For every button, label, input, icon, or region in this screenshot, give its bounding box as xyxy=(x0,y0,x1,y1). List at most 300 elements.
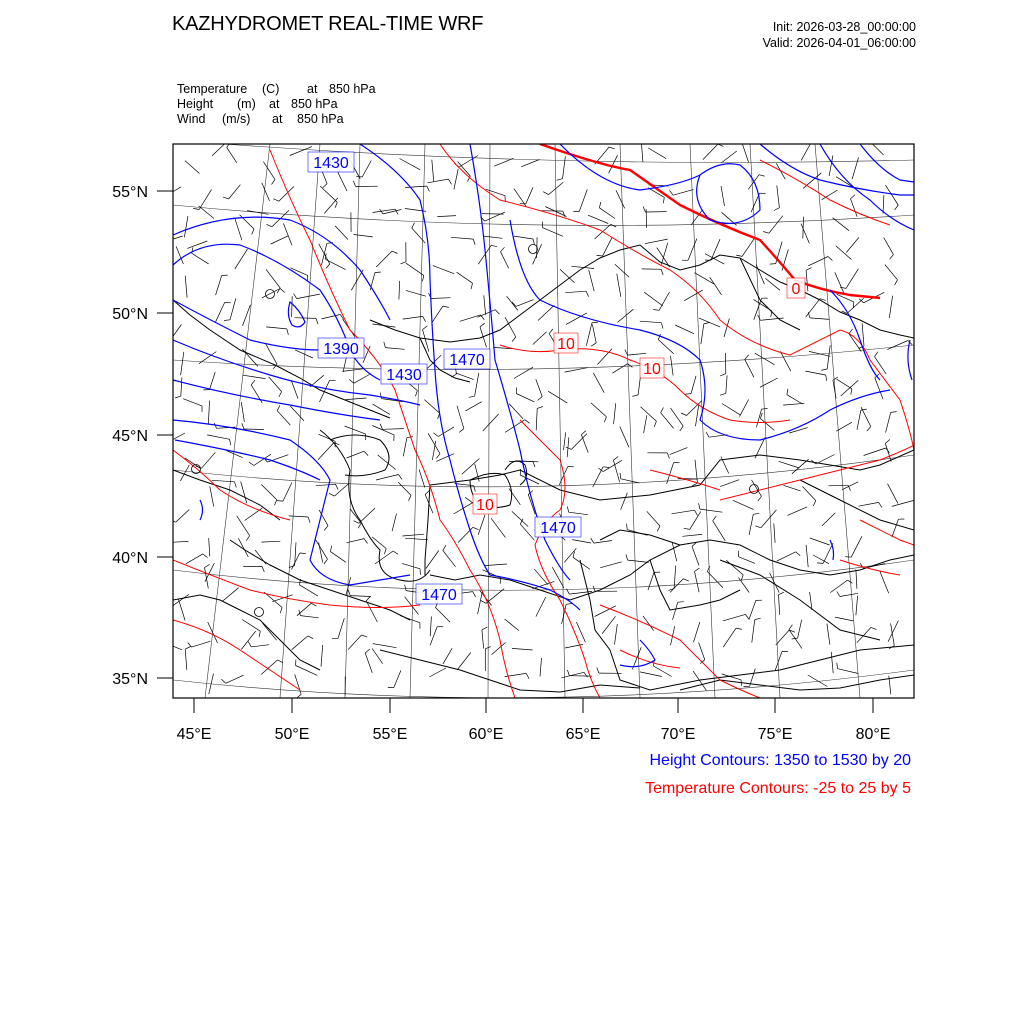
wind-barb-flag xyxy=(161,192,166,196)
wind-barb xyxy=(720,480,739,487)
wind-barb-flag xyxy=(364,451,368,455)
wind-barb xyxy=(216,302,225,321)
wind-barb xyxy=(295,318,316,319)
wind-barb xyxy=(412,228,426,243)
wind-barb xyxy=(403,438,407,457)
wind-barb xyxy=(394,670,401,687)
wind-barb xyxy=(836,422,852,431)
wind-barb xyxy=(192,253,209,264)
wind-barb-flag xyxy=(684,528,690,529)
wind-barb-flag xyxy=(661,408,664,413)
axis-ticks xyxy=(157,191,873,713)
wind-barb xyxy=(602,616,615,633)
wind-barb-flag xyxy=(533,461,535,467)
wind-barb xyxy=(320,380,330,402)
wind-barb xyxy=(516,394,534,402)
wind-barb xyxy=(271,236,289,244)
wind-barb xyxy=(887,341,908,350)
wind-barb xyxy=(536,597,546,617)
wind-barb-flag xyxy=(699,503,700,509)
wind-barb-flag xyxy=(242,423,244,429)
wind-barb xyxy=(846,238,859,253)
wind-barb-flag xyxy=(224,320,230,321)
wind-barb xyxy=(373,644,397,648)
wind-barb xyxy=(241,402,244,422)
wind-barb-flag xyxy=(890,255,894,260)
lon-label: 60°E xyxy=(468,726,504,743)
wind-barb-flag xyxy=(755,618,761,619)
wind-barb-flag xyxy=(384,342,386,348)
wind-barb-flag xyxy=(758,496,762,501)
wind-barb xyxy=(295,674,302,694)
wind-barb xyxy=(241,482,247,503)
wind-barb xyxy=(723,628,736,647)
lon-label: 75°E xyxy=(757,726,793,743)
wind-barb-flag xyxy=(680,426,683,431)
wind-barb xyxy=(673,602,678,620)
wind-barb xyxy=(875,378,883,400)
wind-barb xyxy=(192,641,211,647)
wind-barb-flag xyxy=(566,604,572,605)
wind-barb xyxy=(571,434,586,450)
wind-barb xyxy=(692,546,699,565)
wind-barb xyxy=(199,189,211,209)
wind-barb xyxy=(644,292,663,306)
wind-barb-flag xyxy=(329,493,334,496)
wind-barb xyxy=(208,401,209,424)
wind-barb xyxy=(779,595,780,615)
wind-barb-flag xyxy=(223,197,229,199)
wind-barb xyxy=(798,620,802,638)
wind-barb xyxy=(290,406,304,421)
wind-barb xyxy=(443,648,452,664)
wind-barb-flag xyxy=(533,239,534,245)
wind-barb xyxy=(810,318,830,320)
wind-barb-flag xyxy=(713,516,717,521)
wind-barb xyxy=(889,296,892,318)
wind-barb xyxy=(841,380,859,396)
wind-barb xyxy=(210,372,216,390)
wind-barb xyxy=(787,395,803,404)
wind-barb xyxy=(864,448,886,456)
lat-label: 50°N xyxy=(112,306,148,323)
wind-barb xyxy=(330,552,346,563)
wind-barb xyxy=(833,218,849,231)
wind-barb xyxy=(682,534,702,536)
wind-barb-flag xyxy=(349,379,354,383)
wind-barb xyxy=(385,348,404,350)
wind-barb xyxy=(426,551,439,569)
pressure-center-markers xyxy=(192,245,759,617)
temperature-legend: Temperature Contours: -25 to 25 by 5 xyxy=(645,780,911,797)
wind-barb xyxy=(659,292,669,310)
wind-barb-flag xyxy=(316,318,318,324)
wind-barb xyxy=(856,596,858,615)
wind-barb-flag xyxy=(205,564,210,567)
wind-barb xyxy=(235,219,242,241)
wind-barb-flag xyxy=(774,208,779,211)
lon-label: 80°E xyxy=(855,726,891,743)
wind-barb-flag xyxy=(336,484,339,489)
wind-barb-flag xyxy=(848,580,853,583)
wind-barb-flag xyxy=(826,375,827,381)
wind-barb xyxy=(436,608,451,623)
wind-barb-flag xyxy=(471,283,472,289)
wind-barb xyxy=(222,588,239,602)
wind-barb-flag xyxy=(538,397,543,401)
wind-barb xyxy=(406,290,426,296)
wind-barb xyxy=(244,429,264,430)
wind-barb-flag xyxy=(164,605,169,608)
wind-barb xyxy=(383,210,401,214)
wind-barb xyxy=(437,216,456,217)
wind-barb xyxy=(431,298,451,299)
wind-barb xyxy=(227,147,237,162)
wind-barb xyxy=(700,509,723,512)
wind-barb xyxy=(615,624,618,644)
wind-barb xyxy=(403,316,423,319)
wind-barb xyxy=(862,323,864,346)
wind-barb xyxy=(402,534,424,536)
wind-barb-flag xyxy=(683,579,689,581)
wind-barb-flag xyxy=(736,255,742,256)
wind-barb xyxy=(548,391,567,403)
wind-barb xyxy=(501,252,509,269)
wind-barb xyxy=(593,373,604,393)
wind-barb-flag xyxy=(412,223,415,228)
wind-barb xyxy=(338,172,347,191)
wind-barb-flag xyxy=(259,631,260,637)
wind-barb-flag xyxy=(895,205,899,210)
wind-barb xyxy=(432,160,434,182)
wind-barb xyxy=(300,616,318,618)
wind-barb xyxy=(319,542,323,562)
wind-barb xyxy=(534,569,548,585)
wind-barb xyxy=(670,448,688,455)
wind-barb xyxy=(342,369,363,372)
wind-barb xyxy=(365,653,372,673)
wind-barb-flag xyxy=(300,553,306,554)
wind-barb xyxy=(703,144,718,160)
wind-barb-flag xyxy=(262,566,264,572)
wind-barb xyxy=(261,660,277,675)
wind-barb-flag xyxy=(473,592,476,597)
wind-barb-flag xyxy=(661,323,663,329)
wind-barb xyxy=(564,432,566,450)
wind-barb xyxy=(594,541,612,544)
wind-barb xyxy=(803,487,816,501)
wind-barb-flag xyxy=(251,380,255,385)
wind-barb-flag xyxy=(330,546,331,552)
wind-barb xyxy=(726,375,727,393)
wind-barb xyxy=(247,211,268,215)
wind-barb xyxy=(614,403,616,424)
wind-barb xyxy=(724,319,729,338)
wind-barb xyxy=(673,189,694,195)
wind-barb xyxy=(457,272,473,283)
wind-barb-flag xyxy=(597,668,599,674)
wind-barb xyxy=(235,249,248,269)
wind-barb xyxy=(892,500,914,506)
wind-barb xyxy=(801,224,809,244)
wind-barb xyxy=(661,413,674,429)
wind-barb xyxy=(484,564,507,566)
wind-barb-flag xyxy=(567,670,569,676)
wind-barb xyxy=(263,162,275,180)
wind-barb-flag xyxy=(849,329,852,334)
wind-barb xyxy=(851,536,862,557)
wind-barb xyxy=(823,543,833,563)
lon-label: 50°E xyxy=(274,726,310,743)
wind-barb xyxy=(641,407,657,422)
wind-barb xyxy=(721,151,737,163)
wind-barb xyxy=(269,377,282,392)
wind-barb-flag xyxy=(203,554,208,558)
wind-barb xyxy=(505,619,519,631)
wind-barb xyxy=(454,169,458,190)
wind-barb-flag xyxy=(448,179,451,184)
wind-barb xyxy=(372,426,394,435)
wind-barb-flag xyxy=(427,186,430,191)
wind-barb xyxy=(838,669,859,674)
wind-barb xyxy=(892,519,899,537)
wind-barb xyxy=(536,379,542,396)
wind-barb xyxy=(588,215,608,223)
height-legend: Height Contours: 1350 to 1530 by 20 xyxy=(649,752,911,769)
wind-barb xyxy=(406,263,424,275)
wind-barb xyxy=(831,652,833,673)
wind-barb-flag xyxy=(840,287,846,288)
wind-barb xyxy=(837,379,852,389)
wind-barb-flag xyxy=(586,291,589,297)
wind-barb-flag xyxy=(469,396,475,397)
wind-barb xyxy=(857,410,861,430)
wind-barb xyxy=(840,593,858,596)
wind-barb xyxy=(484,295,486,314)
wind-barb-flag xyxy=(632,395,638,397)
lat-labels xyxy=(112,184,148,688)
wind-barb xyxy=(226,675,244,683)
wind-barb xyxy=(886,412,891,432)
wind-barb xyxy=(745,359,754,377)
wind-barb xyxy=(779,461,800,468)
wind-barb-flag xyxy=(163,537,165,542)
wind-barb xyxy=(620,427,629,448)
wind-barb-flag xyxy=(362,635,368,637)
wind-barb-flag xyxy=(557,179,563,181)
wind-barb xyxy=(423,330,429,352)
wind-barb xyxy=(507,296,518,310)
wind-barb xyxy=(238,538,248,557)
wind-barb xyxy=(427,179,448,183)
wind-barb-flag xyxy=(354,521,359,524)
wind-barb xyxy=(742,238,755,256)
wind-barb xyxy=(429,668,446,677)
wind-barb xyxy=(670,579,683,593)
wind-barb-flag xyxy=(495,310,499,314)
wind-barb xyxy=(565,291,586,293)
wind-barb xyxy=(835,272,844,293)
wind-barb-flag xyxy=(879,502,882,507)
wind-barb-flag xyxy=(409,495,412,500)
wind-barb-flag xyxy=(770,264,776,265)
wind-barb xyxy=(205,568,209,589)
field-row-wind: Wind (m/s) at 850 hPa xyxy=(177,112,344,126)
wind-barb-flag xyxy=(759,175,765,177)
wind-barb xyxy=(774,524,775,543)
wind-barb xyxy=(806,270,808,291)
wind-barb-flag xyxy=(221,679,225,683)
wind-barb xyxy=(787,507,807,516)
wind-barb xyxy=(451,237,473,239)
wind-barb-flag xyxy=(407,437,413,438)
height-contours xyxy=(173,144,914,667)
wind-barb xyxy=(335,226,348,240)
wind-barb xyxy=(713,521,726,541)
wind-barb xyxy=(810,538,830,545)
wind-barb-flag xyxy=(326,264,330,269)
wind-barb-flag xyxy=(227,143,231,148)
wind-barb xyxy=(433,266,454,274)
wind-barb-flag xyxy=(399,475,403,480)
wind-barb-flag xyxy=(828,257,832,261)
wind-barb-flag xyxy=(654,421,656,427)
wind-barb xyxy=(292,636,308,650)
wind-barb-flag xyxy=(249,462,254,466)
wind-barb xyxy=(536,408,537,430)
wind-barb xyxy=(165,541,188,542)
wind-barb-flag xyxy=(392,251,398,253)
lon-labels xyxy=(177,726,891,743)
wind-barb-flag xyxy=(720,374,726,376)
wind-barb xyxy=(591,403,606,417)
wind-barb xyxy=(477,310,495,318)
wind-barb-flag xyxy=(287,329,289,335)
wind-barb xyxy=(516,300,534,307)
wind-barb xyxy=(859,502,879,506)
wind-barb xyxy=(512,511,528,526)
wind-barb-flag xyxy=(837,663,838,669)
wind-barb xyxy=(891,623,895,645)
wind-barb-flag xyxy=(736,628,742,629)
wind-barb-flag xyxy=(806,268,811,271)
wind-barb xyxy=(538,305,554,320)
wind-barb xyxy=(653,666,671,677)
wind-barb-flag xyxy=(885,440,890,444)
wind-barb xyxy=(640,672,662,677)
wind-barb xyxy=(297,603,311,615)
wind-barb xyxy=(230,298,236,319)
wind-barb-flag xyxy=(789,625,792,630)
wind-barb xyxy=(621,479,640,483)
wind-barb-flag xyxy=(821,369,827,371)
wind-barb xyxy=(242,620,260,632)
wind-barb xyxy=(569,512,588,515)
wind-barb xyxy=(641,142,643,162)
wind-barb xyxy=(320,186,337,202)
wind-barb xyxy=(520,524,534,540)
wind-barb xyxy=(432,306,443,322)
temperature-label: 10 xyxy=(557,336,575,353)
wind-barb xyxy=(376,475,399,481)
wind-barb xyxy=(181,352,184,375)
wind-barb-flag xyxy=(425,490,429,494)
wind-barb xyxy=(376,251,392,267)
wind-barb-flag xyxy=(401,262,407,264)
wind-barb xyxy=(888,484,898,504)
wind-barb-flag xyxy=(280,289,285,293)
wind-barb xyxy=(162,236,183,243)
wind-barb-flag xyxy=(326,253,327,259)
wind-barbs xyxy=(161,137,918,698)
wind-barb-flag xyxy=(537,407,543,409)
wind-barb-flag xyxy=(420,569,421,575)
init-time: Init: 2026-03-28_00:00:00 xyxy=(772,20,916,34)
wind-barb xyxy=(321,645,323,667)
height-label: 1470 xyxy=(421,587,457,604)
wind-barb-flag xyxy=(620,473,621,479)
wind-barb xyxy=(851,199,858,217)
wind-barb-flag xyxy=(272,180,276,185)
wind-barb-flag xyxy=(592,322,598,323)
wind-barb xyxy=(760,419,774,431)
wind-barb-flag xyxy=(252,229,254,235)
wind-barb xyxy=(207,435,229,439)
wind-barb-flag xyxy=(384,549,386,555)
wind-barb xyxy=(599,208,615,219)
wind-barb xyxy=(373,404,390,414)
wind-barb xyxy=(721,186,725,206)
wind-barb-flag xyxy=(526,673,529,678)
wind-barb xyxy=(694,622,700,642)
wind-barb-flag xyxy=(643,207,645,213)
wind-barb-flag xyxy=(279,392,282,397)
wind-barb xyxy=(338,618,344,638)
wind-barb-flag xyxy=(641,140,646,143)
wind-barb xyxy=(512,648,533,650)
wind-barb xyxy=(321,315,340,319)
wind-barb-flag xyxy=(375,272,381,273)
lon-label: 65°E xyxy=(565,726,601,743)
lat-label: 45°N xyxy=(112,428,148,445)
wind-barb-flag xyxy=(695,568,700,571)
chart-title: KAZHYDROMET REAL-TIME WRF xyxy=(172,13,484,35)
wind-barb-flag xyxy=(308,517,310,523)
wind-barb xyxy=(292,553,300,570)
wind-barb xyxy=(586,323,592,346)
wind-barb xyxy=(443,550,456,566)
wind-barb xyxy=(526,187,533,204)
wind-barb-flag xyxy=(501,247,505,251)
wind-barb-flag xyxy=(395,209,398,214)
wind-barb xyxy=(644,415,647,433)
wind-barb xyxy=(675,325,694,334)
wind-barb xyxy=(266,269,280,288)
wind-barb-flag xyxy=(323,184,327,188)
wind-barb xyxy=(318,443,334,460)
wind-barb-flag xyxy=(760,413,762,419)
wind-barb xyxy=(617,309,633,322)
wind-barb xyxy=(827,345,830,369)
wind-barb-flag xyxy=(543,192,548,195)
wind-barb xyxy=(609,155,618,173)
wind-barb-flag xyxy=(423,326,428,330)
wind-barb-flag xyxy=(742,137,747,141)
wind-barb-flag xyxy=(597,255,603,256)
wind-barb xyxy=(699,643,705,660)
lat-label: 35°N xyxy=(112,671,148,688)
wind-barb-flag xyxy=(763,232,769,234)
